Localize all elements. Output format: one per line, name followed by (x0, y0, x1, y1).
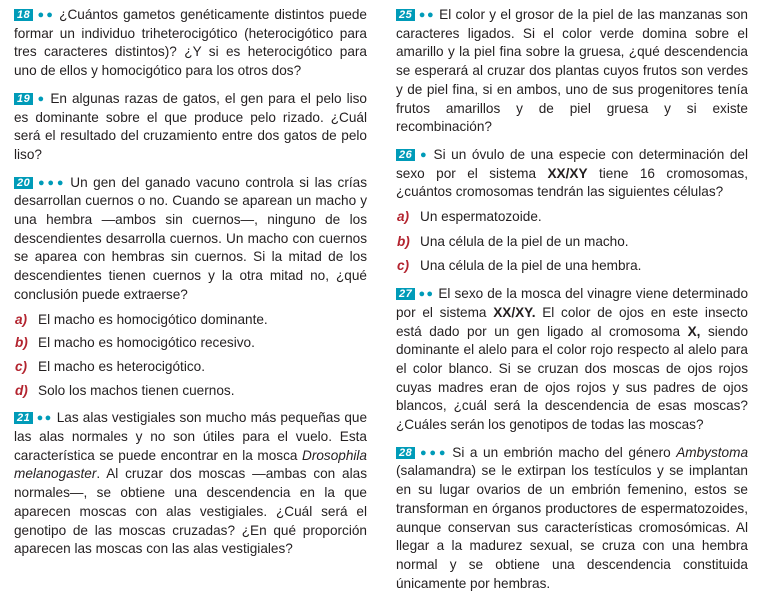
question-text: Un gen del ganado vacuno controla si las crías desarrollan cuernos o no. Cuando se aparean un macho y una hembra —ambos sin cuernos—, ninguno de los descendientes desarrolla cuernos. Un macho con cuernos se aparea con hembras sin cuernos. Si la mitad de los descendientes tienen cuernos y la otra mitad no, ¿qué conclusión puede extraerse? (14, 174, 367, 302)
answer-options (396, 208, 748, 276)
question-number-badge: 27 (396, 288, 415, 300)
question-19 (14, 90, 367, 165)
left-column (14, 6, 367, 559)
option-text: Una célula de la piel de una hembra. (420, 258, 642, 274)
question-number-badge: 20 (14, 177, 33, 189)
option-letter: b) (397, 233, 410, 249)
option-letter: b) (15, 335, 28, 351)
question-26 (396, 146, 748, 276)
option-letter: c) (397, 258, 410, 274)
question-text: (salamandra) se le extirpan los testículos y se implantan en su lugar ovarios de un embrión femenino, estos se transforman en órganos productores de espermatozoides, aunque conservan sus características cromosómicas. Al llegar a la madurez sexual, se cruza con una hembra normal y se obtiene una descendencia constituida únicamente por hembras. (396, 463, 748, 591)
option-text: El macho es homocigótico recesivo. (38, 335, 255, 351)
difficulty-dots: ●● (418, 288, 435, 301)
difficulty-dots: ●● (36, 9, 56, 21)
question-text: siendo dominante el alelo para el color rojo respecto al alelo para el color blanco. Si se cruzan dos moscas de ojos rojos cuyas madres eran de ojos rojos y sus padres de ojos blancos, ¿cuál será la descendencia de esas moscas? ¿Cuáles serán los genotipos de todas las moscas? (396, 323, 749, 433)
difficulty-dots: ● (36, 92, 47, 105)
question-number-badge: 28 (396, 447, 415, 459)
chromosome-system: XX/XY (547, 165, 588, 181)
question-text: ¿Cuántos gametos genéticamente distintos puede formar un individuo triheterocigótico (heterocigótico para tres caracteres distintos)? ¿Y si es heterocigótico para uno de ellos y homocigótico para los otros dos? (14, 7, 367, 79)
option-text: El macho es homocigótico dominante. (38, 311, 268, 327)
difficulty-dots: ●● (418, 9, 436, 21)
question-text: El sexo de la mosca del vinagre viene determinado por el sistema (396, 286, 749, 320)
difficulty-dots: ● (418, 148, 430, 161)
option-d (14, 382, 367, 401)
genus-name: Ambystoma (676, 444, 748, 460)
right-column (396, 6, 748, 593)
question-20 (14, 174, 367, 401)
question-text: Las alas vestigiales son mucho más pequeñas que las alas normales y no son útiles para el vuelo. Esta característica se puede encontrar en la mosca (14, 410, 368, 463)
option-text: Un espermatozoide. (420, 209, 542, 225)
option-a (14, 311, 367, 330)
chromosome-name: X, (687, 323, 701, 339)
option-c (14, 358, 367, 377)
option-text: El macho es heterocigótico. (38, 358, 205, 374)
answer-options (14, 311, 367, 401)
question-25 (396, 6, 748, 137)
option-letter: c) (15, 358, 28, 374)
difficulty-dots: ●●● (418, 446, 449, 459)
question-text: El color de ojos en este insecto está dado por un gen ligado al cromosoma (396, 304, 748, 339)
question-text: . Al cruzar dos moscas —ambas con alas normales—, se obtiene una descendencia en la que aparecen moscas con alas vestigiales. ¿Cuál será el genotipo de las moscas cruzadas? ¿En qué proporción aparecen las moscas con las alas vestigiales? (14, 466, 367, 557)
question-number-badge: 19 (14, 93, 33, 105)
difficulty-dots: ●● (36, 412, 53, 425)
question-18 (14, 6, 367, 81)
question-28 (396, 444, 748, 593)
question-number-badge: 21 (14, 412, 33, 424)
option-text: Una célula de la piel de un macho. (420, 233, 629, 249)
option-letter: a) (397, 209, 410, 225)
option-text: Solo los machos tienen cuernos. (38, 382, 235, 398)
question-text: Si a un embrión macho del género (452, 444, 677, 460)
question-text: tiene 16 cromosomas, ¿cuántos cromosomas tendrán las siguientes células? (396, 165, 748, 200)
question-text: El color y el grosor de la piel de las manzanas son caracteres ligados. Si el color verde domina sobre el amarillo y la piel fina sobre la gruesa, ¿qué descendencia se esperará al cruzar dos plantas cuyos frutos son verdes y de piel fina, si en ambos, uno de sus progenitores tenía frutos amarillos y de piel gruesa y si existe recombinación? (396, 7, 748, 135)
option-letter: a) (15, 311, 28, 327)
question-number-badge: 18 (14, 9, 33, 21)
question-text: En algunas razas de gatos, el gen para el pelo liso es dominante sobre el que produce pelo rizado. ¿Cuál será el resultado del cruzamiento entre dos gatos de pelo liso? (14, 90, 367, 162)
option-b (14, 334, 367, 353)
question-21 (14, 409, 367, 559)
question-text: Si un óvulo de una especie con determinación del sexo por el sistema (396, 146, 748, 181)
difficulty-dots: ●●● (36, 176, 67, 189)
chromosome-system: XX/XY. (493, 304, 536, 320)
species-name: Drosophila melanogaster (14, 447, 367, 482)
question-number-badge: 25 (396, 9, 415, 21)
option-b (396, 233, 748, 252)
question-27 (396, 285, 748, 435)
question-number-badge: 26 (396, 149, 415, 161)
option-c (396, 257, 748, 276)
option-a (396, 208, 748, 227)
option-letter: d) (15, 382, 28, 398)
